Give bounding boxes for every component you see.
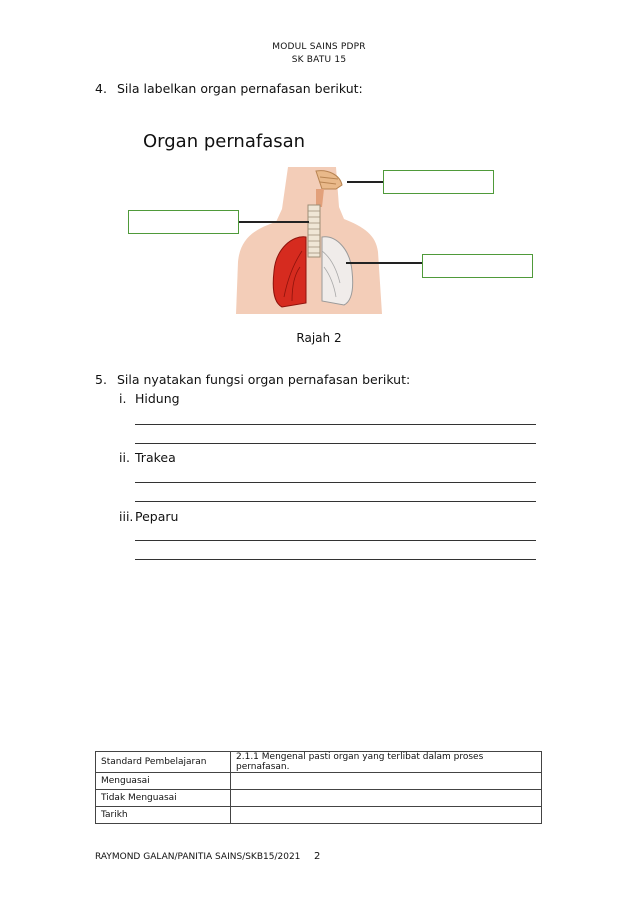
label-box-trachea[interactable]: [128, 210, 239, 234]
answer-line[interactable]: [135, 424, 536, 425]
answer-line[interactable]: [135, 540, 536, 541]
sub-item-peparu: iii. Peparu: [119, 509, 179, 524]
answer-line[interactable]: [135, 559, 536, 560]
answer-line[interactable]: [135, 482, 536, 483]
table-cell-value: 2.1.1 Mengenal pasti organ yang terlibat dalam proses pernafasan.: [231, 752, 542, 773]
table-cell-label: Tarikh: [96, 807, 231, 824]
trachea-leader-line: [239, 221, 309, 223]
diagram-title: Organ pernafasan: [143, 131, 306, 152]
trachea: [308, 205, 320, 257]
table-row: [96, 773, 542, 790]
table-cell-label: Tidak Menguasai: [96, 790, 231, 807]
table-row: [96, 807, 542, 824]
question-4-text: Sila labelkan organ pernafasan berikut:: [117, 81, 363, 96]
table-cell-value[interactable]: [231, 807, 542, 824]
sub-item-trakea: ii. Trakea: [119, 450, 176, 465]
assessment-table: [95, 751, 542, 824]
table-row: [96, 790, 542, 807]
question-5: [95, 372, 410, 387]
label-box-nose[interactable]: [383, 170, 494, 194]
table-row: [96, 752, 542, 773]
table-cell-label: Standard Pembelajaran: [96, 752, 231, 773]
footer-text: RAYMOND GALAN/PANITIA SAINS/SKB15/2021: [95, 852, 301, 862]
question-5-number: 5.: [95, 372, 107, 387]
respiratory-system-illustration: [236, 167, 382, 314]
sub-item-hidung: i. Hidung: [119, 391, 180, 406]
nose-leader-line: [347, 181, 383, 183]
label-box-lung[interactable]: [422, 254, 533, 278]
question-4-number: 4.: [95, 81, 107, 96]
table-cell-value[interactable]: [231, 790, 542, 807]
header-school: SK BATU 15: [291, 55, 347, 65]
table-cell-label: Menguasai: [96, 773, 231, 790]
table-cell-value[interactable]: [231, 773, 542, 790]
answer-line[interactable]: [135, 501, 536, 502]
question-5-text: Sila nyatakan fungsi organ pernafasan berikut:: [117, 372, 411, 387]
answer-line[interactable]: [135, 443, 536, 444]
lung-leader-line: [346, 262, 422, 264]
page-number: 2: [314, 851, 321, 862]
header-title: MODUL SAINS PDPR: [272, 42, 366, 52]
question-4: [95, 81, 363, 96]
figure-caption: Rajah 2: [296, 331, 342, 345]
